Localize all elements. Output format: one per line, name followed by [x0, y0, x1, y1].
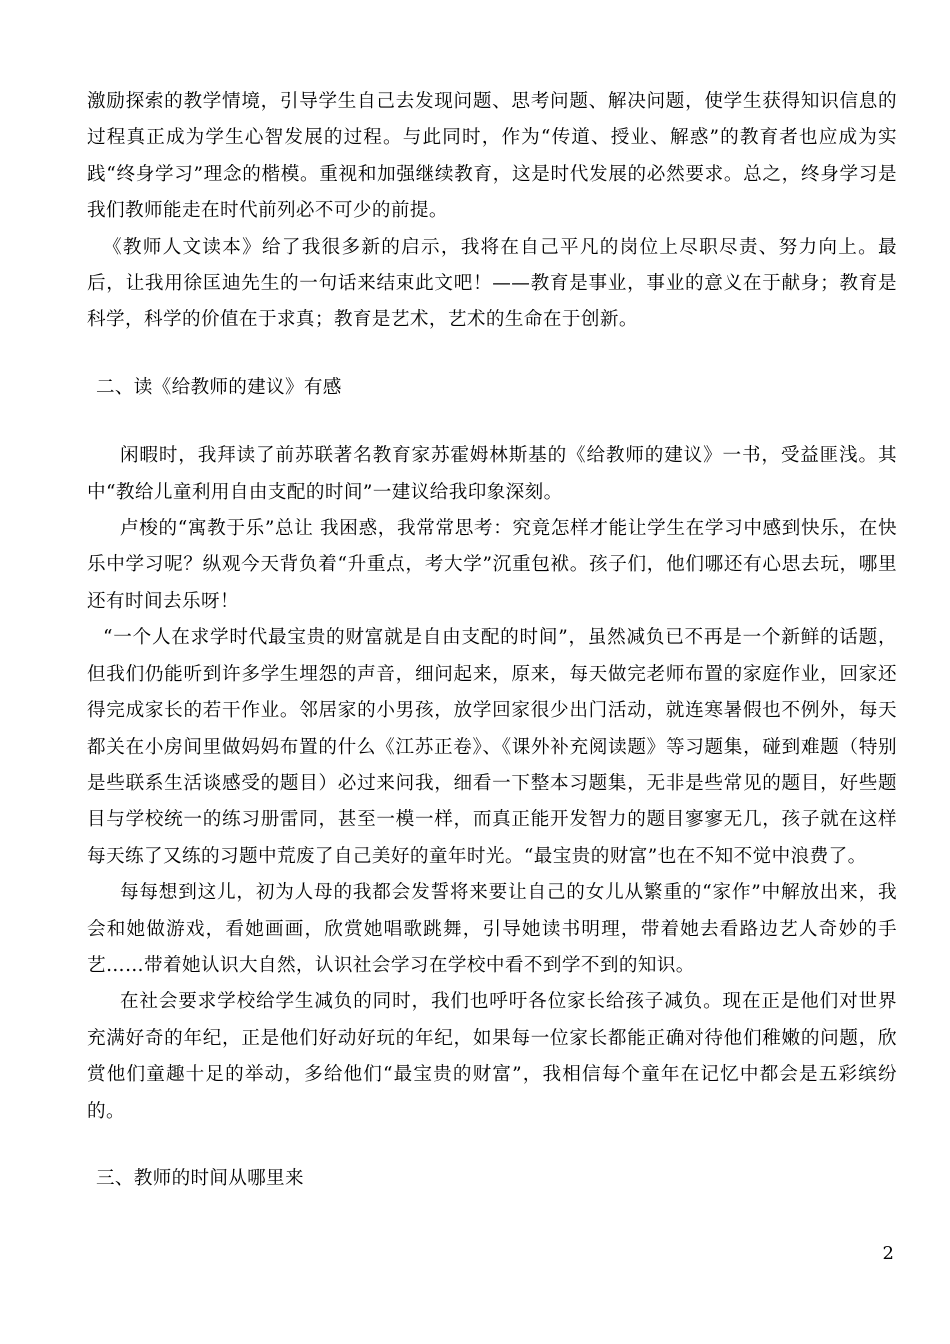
- paragraph: 卢梭的“寓教于乐”总让 我困惑，我常常思考：究竟怎样才能让学生在学习中感到快乐，在快乐中学习呢？纵观今天背负着“升重点，考大学”沉重包袱。孩子们，他们哪还有心思去玩，哪里还有时间去乐呀！: [87, 518, 897, 612]
- section-heading: 三、教师的时间从哪里来: [96, 1167, 304, 1189]
- paragraph: 激励探索的教学情境，引导学生自己去发现问题、思考问题、解决问题，使学生获得知识信息的过程真正成为学生心智发展的过程。与此同时，作为“传道、授业、解惑”的教育者也应成为实践“终身学习”理念的楷模。重视和加强继续教育，这是时代发展的必然要求。总之，终身学习是我们教师能走在时代前列必不可少的前提。: [87, 91, 897, 222]
- page-number: 2: [882, 1243, 894, 1264]
- paragraph: 每每想到这儿，初为人母的我都会发誓将来要让自己的女儿从繁重的“家作”中解放出来，我会和她做游戏，看她画画，欣赏她唱歌跳舞，引导她读书明理，带着她去看路边艺人奇妙的手艺……带着她认识大自然，认识社会学习在学校中看不到学不到的知识。: [87, 882, 897, 976]
- document-body: [87, 84, 897, 1197]
- paragraph: “一个人在求学时代最宝贵的财富就是自由支配的时间”，虽然减负已不再是一个新鲜的话题，但我们仍能听到许多学生埋怨的声音，细问起来，原来，每天做完老师布置的家庭作业，回家还得完成家长的若干作业。邻居家的小男孩，放学回家很少出门活动，就连寒暑假也不例外，每天都关在小房间里做妈妈布置的什么《江苏正卷》、《课外补充阅读题》等习题集，碰到难题（特别是些联系生活谈感受的题目）必过来问我，细看一下整本习题集，无非是些常见的题目，好些题目与学校统一的练习册雷同，甚至一模一样，而真正能开发智力的题目寥寥无几，孩子就在这样每天练了又练的习题中荒废了自己美好的童年时光。“最宝贵的财富”也在不知不觉中浪费了。: [87, 627, 897, 867]
- paragraph: 在社会要求学校给学生减负的同时，我们也呼吁各位家长给孩子减负。现在正是他们对世界充满好奇的年纪，正是他们好动好玩的年纪，如果每一位家长都能正确对待他们稚嫩的问题，欣赏他们童趣十足的举动，多给他们“最宝贵的财富”，我相信每个童年在记忆中都会是五彩缤纷的。: [87, 991, 897, 1122]
- section-heading: 二、读《给教师的建议》有感: [96, 376, 342, 398]
- paragraph: 闲暇时，我拜读了前苏联著名教育家苏霍姆林斯基的《给教师的建议》一书，受益匪浅。其中“教给儿童利用自由支配的时间”一建议给我印象深刻。: [87, 445, 897, 503]
- paragraph: 《教师人文读本》给了我很多新的启示，我将在自己平凡的岗位上尽职尽责、努力向上。最后，让我用徐匡迪先生的一句话来结束此文吧！——教育是事业，事业的意义在于献身；教育是科学，科学的价值在于求真；教育是艺术，艺术的生命在于创新。: [87, 236, 897, 331]
